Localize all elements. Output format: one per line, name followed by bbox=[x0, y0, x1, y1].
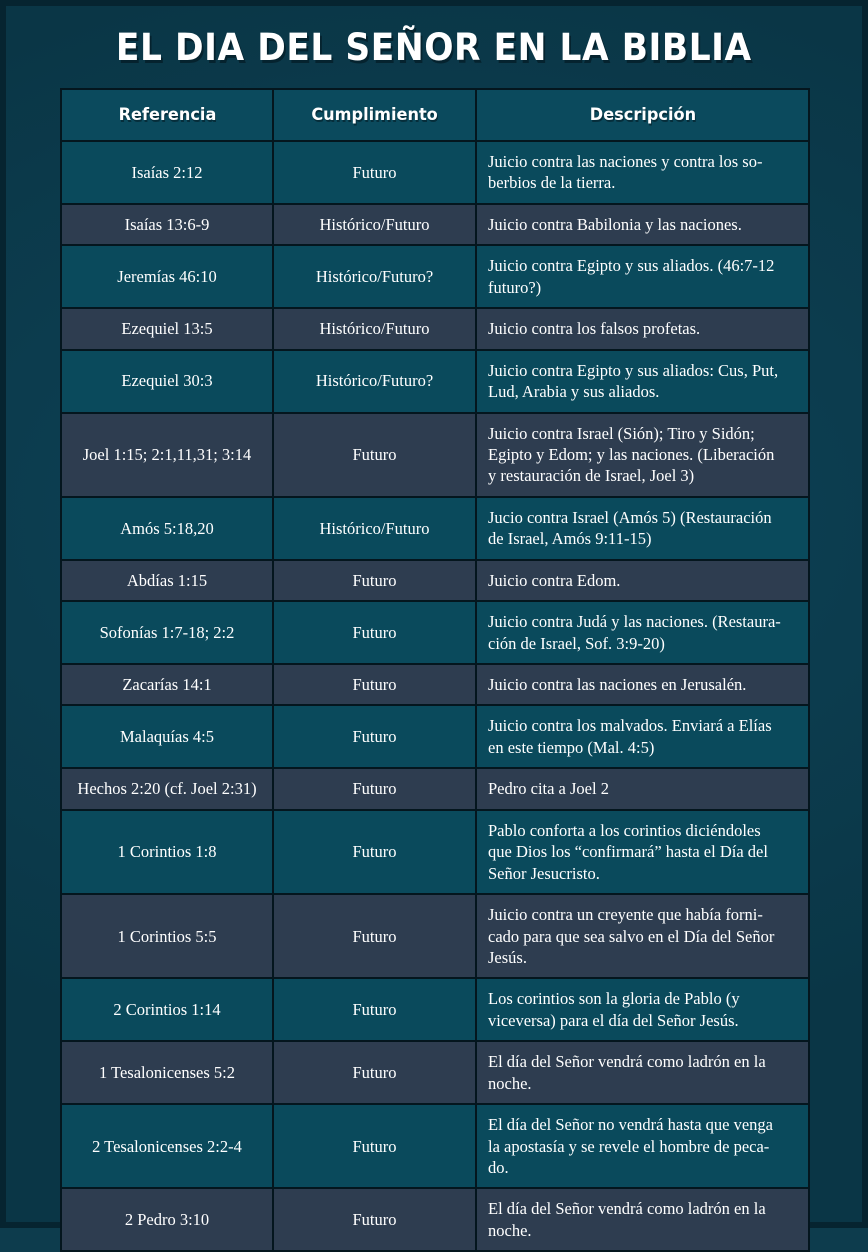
cell-cumplimiento: Futuro bbox=[273, 978, 476, 1041]
column-header-cumplimiento bbox=[273, 89, 476, 141]
table-row bbox=[61, 894, 809, 978]
cell-descripcion bbox=[476, 350, 809, 413]
title-bar bbox=[6, 6, 862, 88]
cell-descripcion bbox=[476, 308, 809, 349]
descripcion-line: y restauración de Israel, Joel 3) bbox=[488, 466, 695, 486]
descripcion-line: Juicio contra los malvados. Enviará a Elías bbox=[488, 716, 772, 736]
cell-cumplimiento: Futuro bbox=[273, 601, 476, 664]
cell-referencia: Abdías 1:15 bbox=[61, 560, 273, 601]
cell-cumplimiento: Futuro bbox=[273, 1188, 476, 1251]
cell-cumplimiento: Histórico/Futuro? bbox=[273, 350, 476, 413]
cell-cumplimiento: Futuro bbox=[273, 1041, 476, 1104]
descripcion-line: Juicio contra Babilonia y las naciones. bbox=[488, 214, 742, 234]
cell-referencia: Jeremías 46:10 bbox=[61, 245, 273, 308]
descripcion-line: Los corintios son la gloria de Pablo (y bbox=[488, 989, 740, 1009]
descripcion-line: Juicio contra Edom. bbox=[488, 570, 621, 590]
descripcion-line: ción de Israel, Sof. 3:9-20) bbox=[488, 633, 665, 653]
table-row bbox=[61, 810, 809, 894]
descripcion-line: do. bbox=[488, 1158, 509, 1177]
cell-referencia: 1 Tesalonicenses 5:2 bbox=[61, 1041, 273, 1104]
cell-descripcion bbox=[476, 1188, 809, 1251]
cell-cumplimiento: Futuro bbox=[273, 894, 476, 978]
descripcion-line: de Israel, Amós 9:11-15) bbox=[488, 529, 652, 549]
cell-cumplimiento: Futuro bbox=[273, 560, 476, 601]
cell-referencia: 1 Corintios 5:5 bbox=[61, 894, 273, 978]
cell-descripcion bbox=[476, 601, 809, 664]
descripcion-line: noche. bbox=[488, 1073, 532, 1093]
column-header-cumplimiento-label: Cumplimiento bbox=[311, 105, 438, 125]
cell-cumplimiento: Futuro bbox=[273, 413, 476, 497]
cell-descripcion bbox=[476, 894, 809, 978]
cell-cumplimiento: Histórico/Futuro bbox=[273, 497, 476, 560]
descripcion-line: Juicio contra Egipto y sus aliados: Cus, Put, bbox=[488, 360, 779, 380]
descripcion-line: cado para que sea salvo en el Día del Señor bbox=[488, 926, 775, 946]
table-row bbox=[61, 141, 809, 204]
table-row bbox=[61, 350, 809, 413]
cell-referencia: Joel 1:15; 2:1,11,31; 3:14 bbox=[61, 413, 273, 497]
cell-referencia: 2 Corintios 1:14 bbox=[61, 978, 273, 1041]
column-header-referencia bbox=[61, 89, 273, 141]
cell-referencia: Ezequiel 30:3 bbox=[61, 350, 273, 413]
descripcion-line: que Dios los “confirmará” hasta el Día del bbox=[488, 842, 768, 862]
descripcion-line: noche. bbox=[488, 1220, 532, 1240]
cell-descripcion bbox=[476, 1104, 809, 1188]
table-row bbox=[61, 1188, 809, 1251]
table-row bbox=[61, 601, 809, 664]
descripcion-line: Juicio contra un creyente que había forni- bbox=[488, 905, 763, 925]
descripcion-line: Jesús. bbox=[488, 947, 527, 967]
cell-descripcion bbox=[476, 497, 809, 560]
table-row bbox=[61, 1041, 809, 1104]
cell-referencia: Amós 5:18,20 bbox=[61, 497, 273, 560]
cell-referencia: Malaquías 4:5 bbox=[61, 705, 273, 768]
descripcion-line: Egipto y Edom; y las naciones. (Liberación bbox=[488, 444, 775, 464]
descripcion-line: Pablo conforta a los corintios diciéndoles bbox=[488, 820, 761, 840]
table-row bbox=[61, 560, 809, 601]
descripcion-line: viceversa) para el día del Señor Jesús. bbox=[488, 1010, 739, 1030]
descripcion-line: en este tiempo (Mal. 4:5) bbox=[488, 737, 655, 757]
cell-referencia: Isaías 2:12 bbox=[61, 141, 273, 204]
descripcion-line: Pedro cita a Joel 2 bbox=[488, 779, 609, 799]
cell-descripcion bbox=[476, 810, 809, 894]
cell-referencia: 2 Pedro 3:10 bbox=[61, 1188, 273, 1251]
page-title: EL DIA DEL SEÑOR EN LA BIBLIA bbox=[116, 25, 752, 69]
cell-cumplimiento: Futuro bbox=[273, 664, 476, 705]
descripcion-line: El día del Señor vendrá como ladrón en la bbox=[488, 1199, 766, 1219]
table-row bbox=[61, 497, 809, 560]
cell-cumplimiento: Futuro bbox=[273, 768, 476, 809]
table-row bbox=[61, 1104, 809, 1188]
descripcion-line: El día del Señor no vendrá hasta que venga bbox=[488, 1115, 773, 1135]
cell-cumplimiento: Futuro bbox=[273, 141, 476, 204]
table-header bbox=[61, 89, 809, 141]
cell-referencia: 2 Tesalonicenses 2:2-4 bbox=[61, 1104, 273, 1188]
cell-cumplimiento: Histórico/Futuro? bbox=[273, 245, 476, 308]
descripcion-line: Juicio contra las naciones en Jerusalén. bbox=[488, 675, 747, 694]
cell-referencia: 1 Corintios 1:8 bbox=[61, 810, 273, 894]
bible-reference-table bbox=[60, 88, 810, 1252]
descripcion-line: berbios de la tierra. bbox=[488, 173, 616, 193]
header-row bbox=[61, 89, 809, 141]
cell-descripcion bbox=[476, 705, 809, 768]
cell-descripcion bbox=[476, 1041, 809, 1104]
cell-descripcion bbox=[476, 664, 809, 705]
table-row bbox=[61, 308, 809, 349]
cell-cumplimiento: Histórico/Futuro bbox=[273, 204, 476, 245]
descripcion-line: Jucio contra Israel (Amós 5) (Restauración bbox=[488, 507, 772, 527]
descripcion-line: la apostasía y se revele el hombre de peca- bbox=[488, 1136, 770, 1156]
cell-descripcion bbox=[476, 978, 809, 1041]
cell-descripcion bbox=[476, 141, 809, 204]
table-row bbox=[61, 978, 809, 1041]
column-header-referencia-label: Referencia bbox=[118, 105, 216, 125]
cell-referencia: Isaías 13:6-9 bbox=[61, 204, 273, 245]
descripcion-line: Juicio contra Israel (Sión); Tiro y Sidón; bbox=[488, 423, 755, 443]
cell-cumplimiento: Futuro bbox=[273, 810, 476, 894]
cell-descripcion bbox=[476, 204, 809, 245]
table-body bbox=[61, 141, 809, 1251]
column-header-descripcion-label: Descripción bbox=[589, 105, 696, 125]
cell-cumplimiento: Histórico/Futuro bbox=[273, 308, 476, 349]
cell-cumplimiento: Futuro bbox=[273, 1104, 476, 1188]
descripcion-line: Lud, Arabia y sus aliados. bbox=[488, 382, 660, 402]
cell-referencia: Zacarías 14:1 bbox=[61, 664, 273, 705]
descripcion-line: Juicio contra las naciones y contra los so- bbox=[488, 152, 763, 171]
table-row bbox=[61, 705, 809, 768]
table-row bbox=[61, 413, 809, 497]
descripcion-line: Juicio contra los falsos profetas. bbox=[488, 319, 701, 339]
table-row bbox=[61, 245, 809, 308]
column-header-descripcion bbox=[476, 89, 809, 141]
descripcion-line: El día del Señor vendrá como ladrón en la bbox=[488, 1052, 766, 1072]
cell-descripcion bbox=[476, 560, 809, 601]
table-container bbox=[60, 88, 808, 1252]
table-row bbox=[61, 768, 809, 809]
cell-descripcion bbox=[476, 413, 809, 497]
cell-referencia: Sofonías 1:7-18; 2:2 bbox=[61, 601, 273, 664]
descripcion-line: Señor Jesucristo. bbox=[488, 863, 600, 883]
descripcion-line: Juicio contra Judá y las naciones. (Restaura- bbox=[488, 612, 781, 632]
cell-descripcion bbox=[476, 245, 809, 308]
table-row bbox=[61, 664, 809, 705]
cell-cumplimiento: Futuro bbox=[273, 705, 476, 768]
cell-referencia: Hechos 2:20 (cf. Joel 2:31) bbox=[61, 768, 273, 809]
table-row bbox=[61, 204, 809, 245]
cell-descripcion bbox=[476, 768, 809, 809]
cell-referencia: Ezequiel 13:5 bbox=[61, 308, 273, 349]
descripcion-line: Juicio contra Egipto y sus aliados. (46:7-12 bbox=[488, 256, 775, 276]
descripcion-line: futuro?) bbox=[488, 277, 542, 297]
